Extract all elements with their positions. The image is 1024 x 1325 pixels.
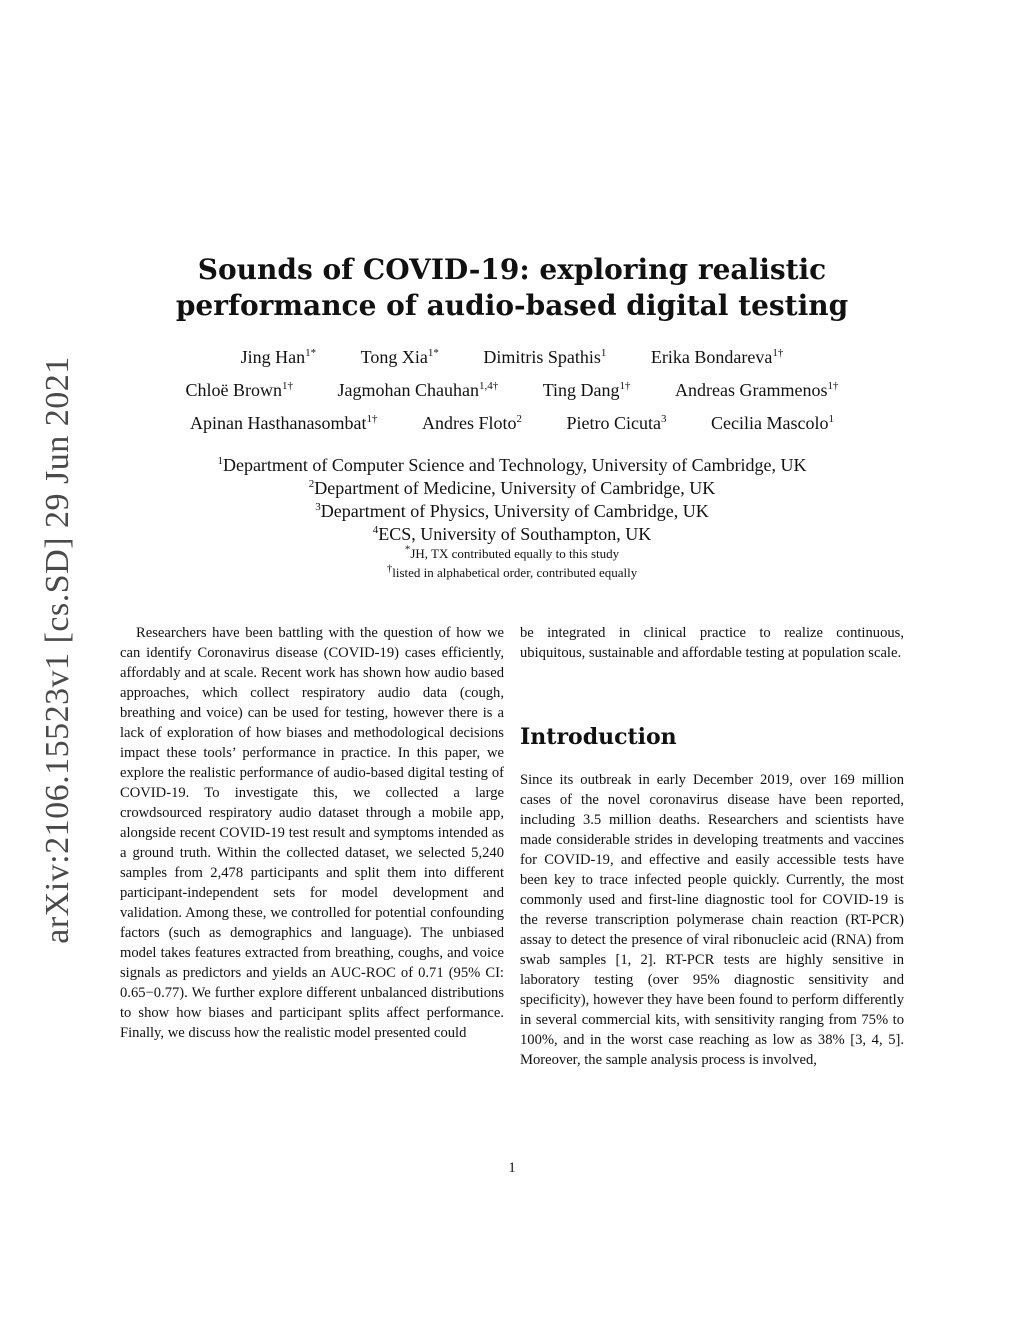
author-row-1	[112, 347, 912, 368]
author: Pietro Cicuta$^3$	[566, 413, 667, 433]
author: Apinan Hasthanasombat$^{1\dagger}$	[190, 413, 378, 433]
affiliation: $^1$Department of Computer Science and Technology, University of Cambridge, UK	[217, 455, 807, 475]
author: Erika Bondareva$^{1\dagger}$	[650, 347, 784, 367]
abstract-left-column: Researchers have been battling with the question of how we can identify Coronavirus disease (COVID-19) cases efficiently, affordably and at scale. Recent work has shown how audio based approaches, which collect respiratory audio data (cough, breathing and voice) can be used for testing, however there is a lack of exploration of how biases and methodological decisions impact these tools’ performance in practice. In this paper, we explore the realistic performance of audio-based digital testing of COVID-19. To investigate this, we collected a large crowdsourced respiratory audio dataset through a mobile app, alongside recent COVID-19 test result and symptoms intended as a ground truth. Within the collected dataset, we selected 5,240 samples from 2,478 participants and split them into different participant-independent sets for model development and validation. Among these, we controlled for potential confounding factors (such as demographics and language). The unbiased model takes features extracted from breathing, coughs, and voice signals as predictors and yields an AUC-ROC of 0.71 (95% CI: 0.65−0.77). We further explore different unbalanced distributions to show how biases and participant splits affect performance. Finally, we discuss how the realistic model presented could	[120, 625, 504, 1041]
arxiv-identifier-stamp: arXiv:2106.15523v1 [cs.SD] 29 Jun 2021	[39, 356, 76, 944]
author: Tong Xia$^{1*}$	[360, 347, 439, 367]
author-row-2	[112, 380, 912, 401]
page-number: 1	[508, 1160, 516, 1176]
author: Jing Han$^{1*}$	[240, 347, 317, 367]
title-line-1: Sounds of COVID-19: exploring realistic	[197, 253, 827, 286]
author: Andreas Grammenos$^{1\dagger}$	[675, 380, 839, 400]
affiliation: $^3$Department of Physics, University of Cambridge, UK	[315, 501, 709, 521]
author: Chloë Brown$^{1\dagger}$	[185, 380, 293, 400]
abstract-continuation: be integrated in clinical practice to realize continuous, ubiquitous, sustainable and affordable testing at population scale.	[520, 625, 904, 661]
footnote-alphabetical: †listed in alphabetical order, contributed equally	[386, 562, 638, 580]
section-heading-introduction: Introduction	[520, 724, 677, 750]
title-line-2: performance of audio-based digital testing	[175, 289, 849, 322]
author: Ting Dang$^{1\dagger}$	[542, 380, 631, 400]
author: Cecilia Mascolo$^1$	[710, 413, 834, 433]
affiliation: $^2$Department of Medicine, University of Cambridge, UK	[308, 478, 716, 498]
author: Jagmohan Chauhan$^{1,4\dagger}$	[337, 380, 499, 400]
author-row-3	[112, 413, 912, 434]
author: Dimitris Spathis$^1$	[483, 347, 607, 367]
paper-title	[112, 252, 912, 324]
affiliation: $^4$ECS, University of Southampton, UK	[372, 524, 652, 544]
footnote-equal-contribution: *JH, TX contributed equally to this study	[404, 543, 620, 561]
introduction-text: Since its outbreak in early December 2019, over 169 million cases of the novel coronavirus disease have been reported, including 3.5 million deaths. Researchers and scientists have made considerable strides in developing treatments and vaccines for COVID-19, and effective and easily accessible tests have been key to trace infected people quickly. Currently, the most commonly used and first-line diagnostic tool for COVID-19 is the reverse transcription polymerase chain reaction (RT-PCR) assay to detect the presence of viral ribonucleic acid (RNA) from swab samples [1, 2]. RT-PCR tests are highly sensitive in laboratory testing (over 95% diagnostic sensitivity and specificity), however they have been found to perform differently in several commercial kits, with sensitivity ranging from 75% to 100%, and in the worst case reaching as low as 38% [3, 4, 5]. Moreover, the sample analysis process is involved,	[520, 772, 904, 1068]
author: Andres Floto$^2$	[422, 413, 522, 433]
